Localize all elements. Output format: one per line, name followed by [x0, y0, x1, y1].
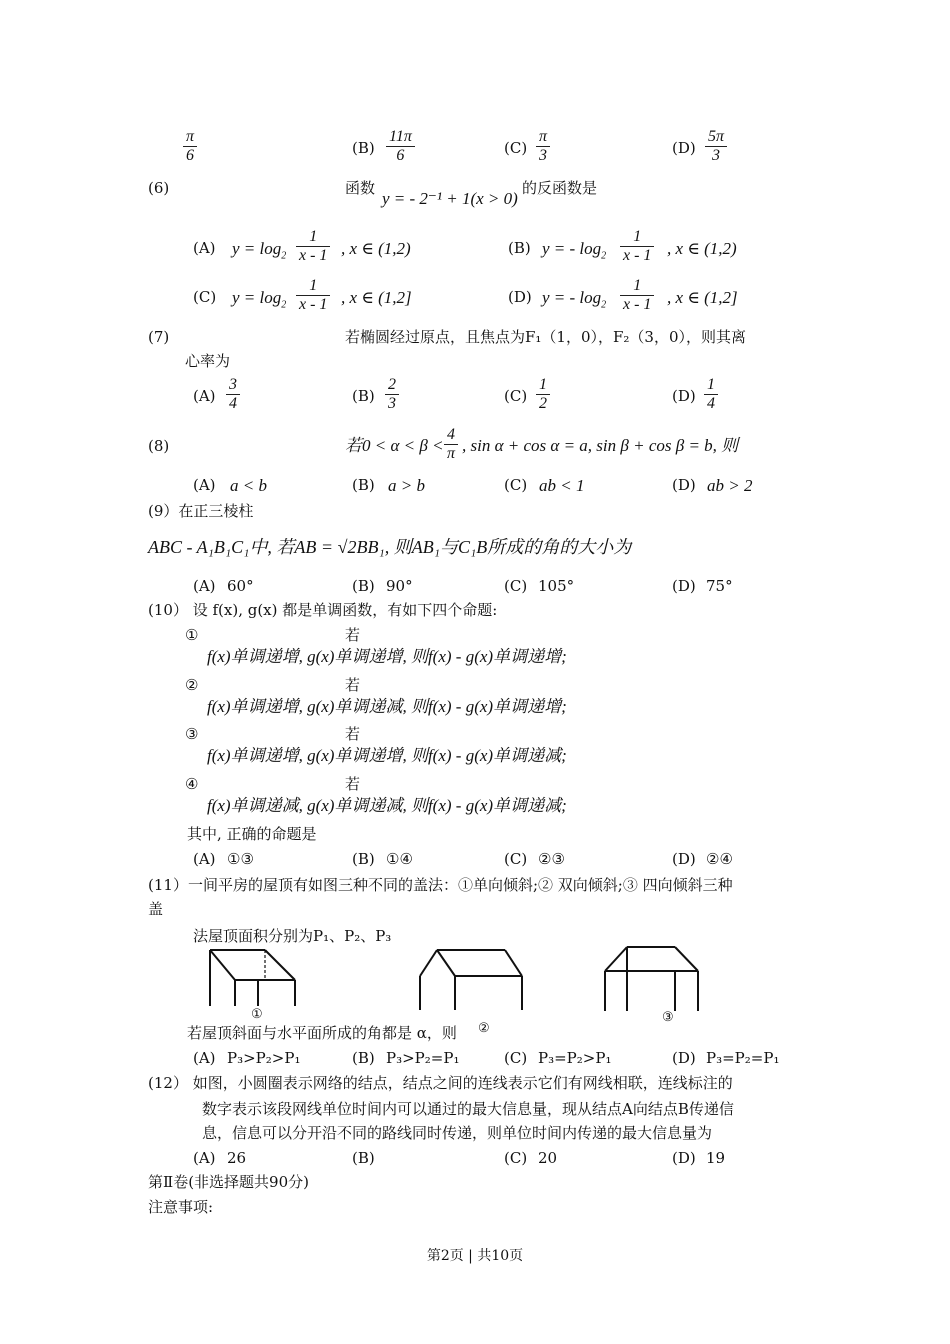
q9-opt-a-label: (A) — [193, 577, 216, 595]
q6-stem-pre: 函数 — [345, 179, 376, 197]
q8-opt-b-text: a > b — [388, 476, 425, 495]
q10-opt-a-label: (A) — [193, 850, 216, 868]
q11-opt-b-label: (B) — [352, 1049, 375, 1067]
q6-opt-d-label: (D) — [508, 288, 532, 306]
q7-opt-d-fraction: 1 4 — [704, 376, 718, 413]
q11-stem-line3: 法屋顶面积分别为P₁、P₂、P₃ — [193, 927, 392, 945]
q5-opt-b-fraction: 11π 6 — [386, 128, 415, 165]
q10-item3-body: f(x)单调递增, g(x)单调递增, 则f(x) - g(x)单调递减; — [207, 746, 567, 765]
q10-item2-body: f(x)单调递增, g(x)单调递减, 则f(x) - g(x)单调递增; — [207, 697, 567, 716]
q11-opt-d-label: (D) — [672, 1049, 696, 1067]
q6-opt-d-pre: y = - $\log_2$ — [542, 288, 607, 311]
q6-stem-post: 的反函数是 — [522, 179, 598, 197]
q10-opt-b-text: ①④ — [386, 850, 413, 868]
q9-stem-line2: ABC - A₁B₁C₁中, 若AB = √2BB₁, 则AB₁与C₁B所成的角的大小为 — [148, 537, 632, 557]
q9-stem-line1: (9）在正三棱柱 — [148, 502, 254, 520]
q11-stem-line1: (11）一间平房的屋顶有如图三种不同的盖法：①单向倾斜;② 双向倾斜;③ 四向倾斜三种 — [148, 876, 733, 894]
q6-stem-math: y = - 2⁻¹ + 1(x > 0) — [382, 189, 518, 208]
q11-opt-c-label: (C) — [504, 1049, 528, 1067]
q10-item1-if: 若 — [345, 626, 361, 644]
q12-stem-line1: (12） 如图，小圆圈表示网络的结点，结点之间的连线表示它们有网线相联，连线标注的 — [148, 1074, 733, 1092]
part2-title: 第Ⅱ卷(非选择题共90分) — [148, 1173, 309, 1191]
q9-opt-b-label: (B) — [352, 577, 375, 595]
q8-stem-fraction: 4 π — [444, 426, 458, 463]
q6-number: (6) — [148, 179, 170, 197]
roof-figure-four-slope — [600, 945, 705, 1017]
q11-opt-b-text: P₃>P₂=P₁ — [386, 1049, 460, 1067]
q12-stem-line3: 息，信息可以分开沿不同的路线同时传递，则单位时间内传递的最大信息量为 — [202, 1124, 713, 1142]
q10-item1-mark: ① — [185, 626, 199, 644]
q11-stem-line4: 若屋顶斜面与水平面所成的角都是 α，则 — [187, 1024, 457, 1042]
q8-opt-b-label: (B) — [352, 476, 375, 494]
q10-conclusion: 其中, 正确的命题是 — [187, 825, 317, 843]
roof-label-3: ③ — [662, 1010, 674, 1025]
q5-opt-d-fraction: 5π 3 — [705, 128, 727, 165]
q7-opt-c-fraction: 1 2 — [536, 376, 550, 413]
q6-opt-c-label: (C) — [193, 288, 217, 306]
part2-notes: 注意事项: — [148, 1198, 214, 1216]
q10-item1-body: f(x)单调递增, g(x)单调递增, 则f(x) - g(x)单调递增; — [207, 647, 567, 666]
q10-item2-mark: ② — [185, 676, 199, 694]
q7-opt-b-fraction: 2 3 — [385, 376, 399, 413]
q8-opt-a-text: a < b — [230, 476, 267, 495]
q12-opt-c-text: 20 — [538, 1149, 558, 1167]
q10-opt-d-text: ②④ — [706, 850, 733, 868]
q5-opt-a-fraction: π 6 — [183, 128, 197, 165]
q10-item3-if: 若 — [345, 725, 361, 743]
q11-stem-line2: 盖 — [148, 900, 164, 918]
q10-stem: (10） 设 f(x), g(x) 都是单调函数，有如下四个命题: — [148, 601, 498, 619]
q8-stem-pre: 若0 < α < β < — [345, 436, 444, 455]
q7-opt-b-label: (B) — [352, 387, 375, 405]
roof-figure-double-slope — [415, 948, 530, 1018]
q6-opt-b-pre: y = - $\log_2$ — [542, 239, 607, 262]
q10-item2-if: 若 — [345, 676, 361, 694]
roof-label-2: ② — [478, 1021, 490, 1036]
q10-item3-mark: ③ — [185, 725, 199, 743]
q12-opt-b-label: (B) — [352, 1149, 375, 1167]
q10-opt-d-label: (D) — [672, 850, 696, 868]
q12-opt-d-label: (D) — [672, 1149, 696, 1167]
q8-number: (8) — [148, 437, 170, 455]
q5-opt-c-fraction: π 3 — [536, 128, 550, 165]
q7-opt-a-label: (A) — [193, 387, 216, 405]
q6-opt-c-fraction: 1 x - 1 — [296, 277, 330, 314]
q6-opt-a-pre: $y = \log_2$ — [232, 239, 287, 262]
q6-opt-a-label: (A) — [193, 239, 216, 257]
q10-opt-a-text: ①③ — [227, 850, 254, 868]
q10-item4-if: 若 — [345, 775, 361, 793]
q5-opt-b-label: (B) — [352, 139, 375, 157]
q9-opt-c-label: (C) — [504, 577, 528, 595]
q9-opt-d-text: 75° — [706, 577, 733, 595]
q8-stem-post: , sin α + cos α = a, sin β + cos β = b, 则 — [462, 436, 739, 455]
q10-opt-b-label: (B) — [352, 850, 375, 868]
q9-opt-b-text: 90° — [386, 577, 413, 595]
q10-item4-mark: ④ — [185, 775, 199, 793]
q10-item4-body: f(x)单调递减, g(x)单调递减, 则f(x) - g(x)单调递减; — [207, 796, 567, 815]
q8-opt-d-text: ab > 2 — [707, 476, 753, 495]
q6-opt-a-post: , x ∈ (1,2) — [341, 239, 411, 258]
q7-stem-line1: 若椭圆经过原点，且焦点为F₁（1，0），F₂（3，0），则其离 — [345, 328, 747, 346]
q5-opt-c-label: (C) — [504, 139, 528, 157]
q7-opt-c-label: (C) — [504, 387, 528, 405]
q9-opt-c-text: 105° — [538, 577, 575, 595]
q12-opt-a-text: 26 — [227, 1149, 247, 1167]
q6-opt-d-post: , x ∈ (1,2] — [667, 288, 738, 307]
q6-opt-b-post: , x ∈ (1,2) — [667, 239, 737, 258]
q6-opt-c-pre: $y = \log_2$ — [232, 288, 287, 311]
q6-opt-b-fraction: 1 x - 1 — [620, 228, 654, 265]
q10-opt-c-label: (C) — [504, 850, 528, 868]
page-footer: 第2页 | 共10页 — [426, 1248, 524, 1264]
q7-opt-d-label: (D) — [672, 387, 696, 405]
q12-opt-d-text: 19 — [706, 1149, 726, 1167]
q11-opt-a-label: (A) — [193, 1049, 216, 1067]
q7-number: (7) — [148, 328, 170, 346]
q7-stem-line2: 心率为 — [185, 352, 231, 370]
q12-opt-c-label: (C) — [504, 1149, 528, 1167]
q8-opt-c-text: ab < 1 — [539, 476, 585, 495]
q11-opt-c-text: P₃=P₂>P₁ — [538, 1049, 612, 1067]
q6-opt-d-fraction: 1 x - 1 — [620, 277, 654, 314]
q12-opt-a-label: (A) — [193, 1149, 216, 1167]
q6-opt-b-label: (B) — [508, 239, 531, 257]
q8-opt-c-label: (C) — [504, 476, 528, 494]
q6-opt-c-post: , x ∈ (1,2] — [341, 288, 412, 307]
q8-opt-a-label: (A) — [193, 476, 216, 494]
roof-label-1: ① — [251, 1007, 263, 1022]
q8-opt-d-label: (D) — [672, 476, 696, 494]
q11-opt-d-text: P₃=P₂=P₁ — [706, 1049, 780, 1067]
q7-opt-a-fraction: 3 4 — [226, 376, 240, 413]
q9-opt-a-text: 60° — [227, 577, 254, 595]
q12-stem-line2: 数字表示该段网线单位时间内可以通过的最大信息量，现从结点A向结点B传递信 — [202, 1100, 734, 1118]
q11-opt-a-text: P₃>P₂>P₁ — [227, 1049, 301, 1067]
q6-opt-a-fraction: 1 x - 1 — [296, 228, 330, 265]
q10-opt-c-text: ②③ — [538, 850, 565, 868]
q9-opt-d-label: (D) — [672, 577, 696, 595]
q5-opt-d-label: (D) — [672, 139, 696, 157]
